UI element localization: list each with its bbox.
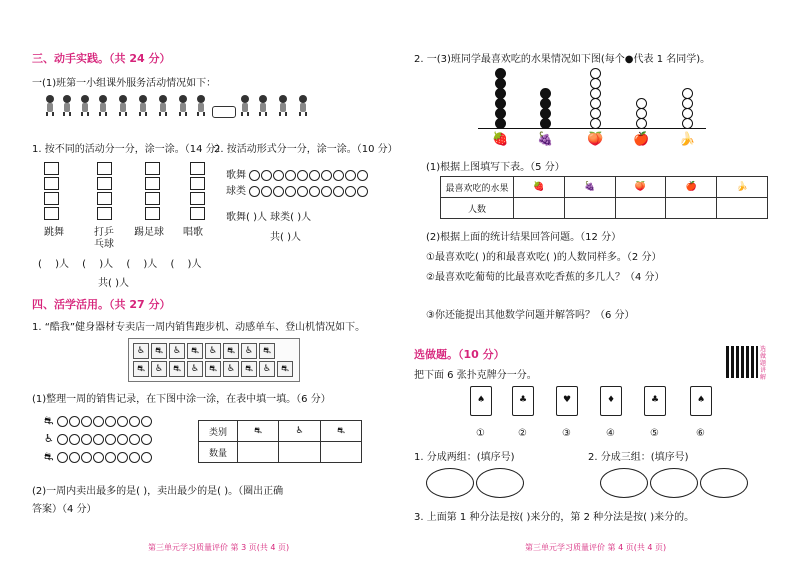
label-pingpong: 打乒 <box>94 227 114 238</box>
section4-points: （共 27 分） <box>109 298 171 311</box>
group-oval[interactable] <box>600 468 648 498</box>
q2-part1: (1)根据上图填写下表。（5 分） <box>426 162 565 173</box>
bonus-intro: 把下面 6 张扑克牌分一分。 <box>414 370 537 381</box>
card-num-3: ③ <box>562 428 571 439</box>
bonus-part2: 2. 分成三组：(填序号) <box>588 452 689 463</box>
bonus-points: （10 分） <box>458 348 505 361</box>
q2-part2b: ②最喜欢吃葡萄的比最喜欢吃香蕉的多几人？（4 分） <box>426 272 665 283</box>
section3-title <box>32 50 170 66</box>
q1-part2: 2. 按活动形式分一分，涂一涂。（10 分） <box>214 144 398 155</box>
row-dance: 歌舞 <box>226 166 369 181</box>
fill-blanks: ( )人 ( )人 ( )人 ( )人 <box>38 259 202 270</box>
label-singing: 唱歌 <box>183 227 203 238</box>
card-5: ♣ <box>644 386 666 416</box>
bonus-title <box>414 346 505 362</box>
q2-part2c: ③你还能提出其他数学问题并解答吗？（6 分） <box>426 310 635 321</box>
q2-intro: 2. 一(3)班同学最喜欢吃的水果情况如下图(每个●代表 1 名同学)。 <box>414 54 711 65</box>
group-oval[interactable] <box>650 468 698 498</box>
section4-title <box>32 296 170 312</box>
q1-part1: 1. 按不同的活动分一分，涂一涂。（14 分） <box>32 144 226 155</box>
q4-sub2a: (2)一周内卖出最多的是( )，卖出最少的是( )。（圈出正确 <box>32 486 284 497</box>
sales-table: 类别 ⛐ ♿ ⛐ 数量 <box>198 420 362 463</box>
q1-intro: 一(1)班第一小组课外服务活动情况如下： <box>32 78 217 89</box>
label-dance: 跳舞 <box>44 227 64 238</box>
group-oval[interactable] <box>700 468 748 498</box>
fill-total-left: 共( )人 <box>98 278 129 289</box>
apple-icon: 🍎 <box>633 132 650 147</box>
group-oval[interactable] <box>426 468 474 498</box>
q2-part2: (2)根据上面的统计结果回答问题。（12 分） <box>426 232 622 243</box>
section3-title-text: 三、动手实践。 <box>32 52 109 65</box>
bonus-title-text: 选做题。 <box>414 348 458 361</box>
q2-part2a: ①最喜欢吃( )的和最喜欢吃( )的人数同样多。（2 分） <box>426 252 662 263</box>
card-num-2: ② <box>518 428 527 439</box>
table-type-header: 类别 <box>199 421 238 442</box>
card-6: ♠ <box>690 386 712 416</box>
table-fruit-header: 最喜欢吃的水果 <box>441 177 514 198</box>
card-num-5: ⑤ <box>650 428 659 439</box>
table-count-header: 数量 <box>199 442 238 463</box>
card-num-6: ⑥ <box>696 428 705 439</box>
q4-sub2b: 答案）（4 分） <box>32 504 97 515</box>
card-num-1: ① <box>476 428 485 439</box>
section4-title-text: 四、活学活用。 <box>32 298 109 311</box>
fruit-table: 最喜欢吃的水果 🍓 🍇 🍑 🍎 🍌 人数 <box>440 176 768 219</box>
card-num-4: ④ <box>606 428 615 439</box>
fill-songs-balls: 歌舞( )人 球类( )人 <box>226 212 312 223</box>
strawberry-icon: 🍓 <box>492 132 509 147</box>
bonus-part3: 3. 上面第 1 种分法是按( )来分的，第 2 种分法是按( )来分的。 <box>414 512 695 523</box>
row-ball: 球类 <box>226 182 369 197</box>
q4-intro: 1. “酷我”健身器材专卖店一周内销售跑步机、动感单车、登山机情况如下。 <box>32 322 366 333</box>
qr-code-icon[interactable] <box>726 346 758 378</box>
card-1: ♠ <box>470 386 492 416</box>
q4-sub1: (1)整理一周的销售记录，在下图中涂一涂，在表中填一填。（6 分） <box>32 394 331 405</box>
peach-icon: 🍑 <box>587 132 604 147</box>
table-people-header: 人数 <box>441 198 514 219</box>
sales-record-box: ♿ ⛐ ♿ ⛐ ♿ ⛐ ♿ ⛐ ⛐ ♿ ⛐ ♿ ⛐ ♿ ⛐ ♿ ⛐ <box>128 338 300 382</box>
right-footer: 第三单元学习质量评价 第 4 页(共 4 页) <box>525 543 667 552</box>
card-2: ♣ <box>512 386 534 416</box>
label-pingpong-2: 乓球 <box>94 239 114 250</box>
group-oval[interactable] <box>476 468 524 498</box>
qr-label: 选做题讲解 <box>760 346 767 381</box>
card-4: ♦ <box>600 386 622 416</box>
section3-points: （共 24 分） <box>109 52 171 65</box>
card-3: ♥ <box>556 386 578 416</box>
bonus-part1: 1. 分成两组：(填序号) <box>414 452 515 463</box>
label-football: 踢足球 <box>134 227 164 238</box>
left-footer: 第三单元学习质量评价 第 3 页(共 4 页) <box>148 543 290 552</box>
sales-circles: ⛐ ♿ ⛐ <box>44 412 153 466</box>
grape-icon: 🍇 <box>537 132 554 147</box>
fill-total-right: 共( )人 <box>270 232 301 243</box>
banana-icon: 🍌 <box>679 132 696 147</box>
